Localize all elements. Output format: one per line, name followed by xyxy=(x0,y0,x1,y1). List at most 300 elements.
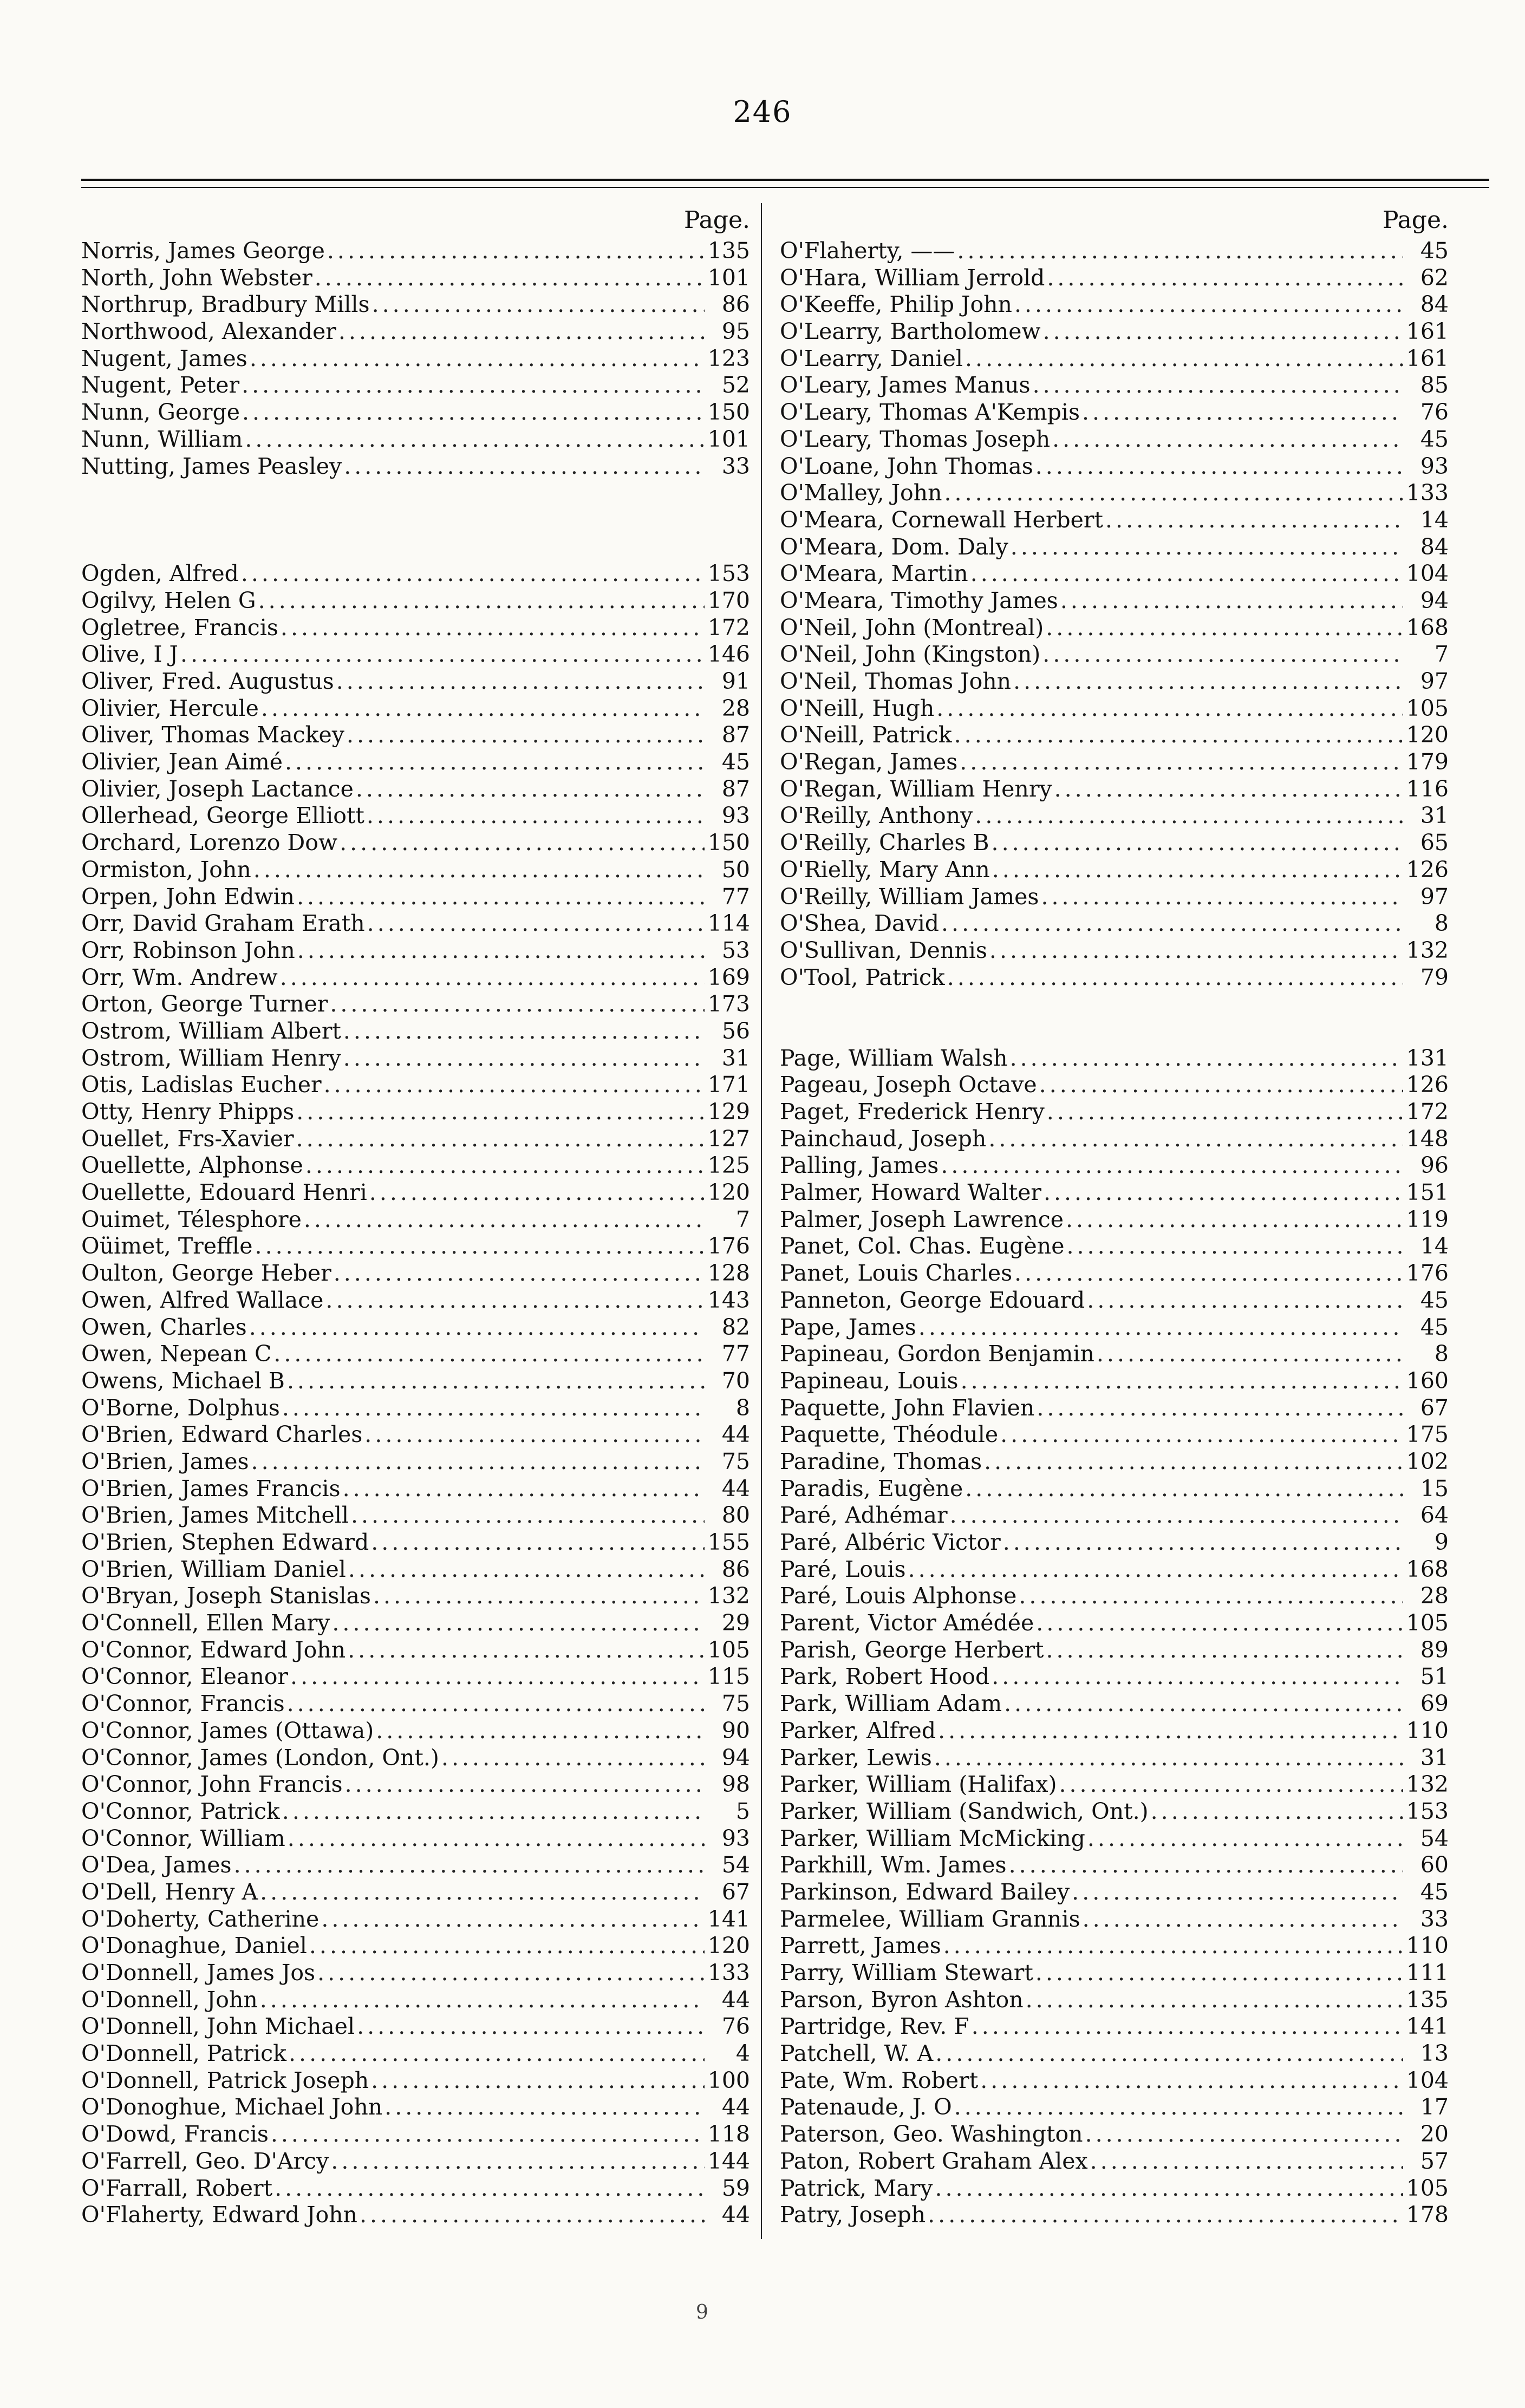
entry-name: Parson, Byron Ashton xyxy=(780,1986,1024,2013)
header-rule xyxy=(81,179,1489,181)
index-entry xyxy=(81,399,750,426)
entry-name: O'Borne, Dolphus xyxy=(81,1394,280,1421)
entry-name: O'Learry, Daniel xyxy=(780,345,963,371)
entry-page-number: 7 xyxy=(735,1206,750,1232)
entry-page-number: 33 xyxy=(721,453,750,479)
entry-page-number: 84 xyxy=(1420,533,1449,560)
entry-page-number: 8 xyxy=(735,1394,750,1421)
entry-name: Northrup, Bradbury Mills xyxy=(81,291,370,318)
entry-page-number: 86 xyxy=(721,1556,750,1582)
entry-page-number: 31 xyxy=(1420,1744,1449,1771)
dot-leader xyxy=(1037,1395,1403,1422)
entry-name: O'Tool, Patrick xyxy=(780,964,945,990)
index-entry xyxy=(81,2121,750,2148)
dot-leader xyxy=(297,884,705,911)
entry-page-number: 132 xyxy=(1406,937,1449,963)
entry-name: Pape, James xyxy=(780,1314,916,1340)
entry-page-number: 70 xyxy=(721,1367,750,1394)
entry-name: O'Meara, Martin xyxy=(780,560,968,587)
dot-leader xyxy=(1004,1691,1403,1718)
index-entry xyxy=(780,910,1449,937)
entry-page-number: 57 xyxy=(1420,2148,1449,2174)
index-entry xyxy=(780,1798,1449,1825)
entry-name: O'Leary, Thomas A'Kempis xyxy=(780,399,1080,426)
index-entry xyxy=(780,615,1449,642)
index-entry xyxy=(81,2013,750,2040)
dot-leader xyxy=(1013,668,1403,695)
index-entry xyxy=(81,1045,750,1072)
entry-page-number: 79 xyxy=(1420,964,1449,990)
entry-page-number: 105 xyxy=(707,1636,750,1663)
entry-page-number: 175 xyxy=(1406,1421,1449,1448)
dot-leader xyxy=(1072,1879,1403,1906)
entry-page-number: 80 xyxy=(721,1502,750,1529)
entry-page-number: 75 xyxy=(721,1691,750,1717)
entry-page-number: 146 xyxy=(707,641,750,668)
dot-leader xyxy=(249,1314,705,1341)
entry-page-number: 52 xyxy=(721,372,750,399)
dot-leader xyxy=(965,345,1403,373)
entry-page-number: 141 xyxy=(1406,2013,1449,2040)
entry-name: Papineau, Gordon Benjamin xyxy=(780,1341,1094,1367)
index-entry xyxy=(780,372,1449,399)
index-entry xyxy=(81,1825,750,1852)
entry-name: North, John Webster xyxy=(81,264,312,291)
entry-page-number: 14 xyxy=(1420,1233,1449,1260)
index-entry xyxy=(81,238,750,265)
entry-page-number: 129 xyxy=(707,1099,750,1125)
dot-leader xyxy=(297,937,705,964)
index-entry xyxy=(81,1206,750,1234)
dot-leader xyxy=(364,1421,705,1448)
entry-page-number: 105 xyxy=(1406,695,1449,721)
index-entry xyxy=(81,1771,750,1798)
dot-leader xyxy=(347,722,705,749)
index-entry xyxy=(81,1906,750,1933)
entry-page-number: 44 xyxy=(721,2202,750,2228)
entry-name: O'Neil, Thomas John xyxy=(780,668,1012,694)
entry-page-number: 45 xyxy=(1420,1878,1449,1905)
index-entry xyxy=(81,1852,750,1879)
index-entry xyxy=(780,345,1449,373)
entry-page-number: 115 xyxy=(707,1663,750,1690)
entry-name: Norris, James George xyxy=(81,238,325,264)
dot-leader xyxy=(1046,1637,1403,1664)
index-entry xyxy=(780,1287,1449,1314)
dot-leader xyxy=(1046,615,1403,642)
section-gap xyxy=(81,534,750,561)
entry-page-number: 31 xyxy=(1420,802,1449,829)
entry-name: Nugent, James xyxy=(81,345,247,371)
dot-leader xyxy=(384,2094,705,2121)
dot-leader xyxy=(260,1987,705,2014)
entry-name: Paget, Frederick Henry xyxy=(780,1099,1045,1125)
dot-leader xyxy=(950,1502,1403,1529)
index-entry xyxy=(780,399,1449,426)
entry-name: Owen, Charles xyxy=(81,1314,247,1340)
index-entry xyxy=(81,615,750,642)
index-entry xyxy=(780,641,1449,668)
entry-name: Paterson, Geo. Washington xyxy=(780,2121,1083,2148)
dot-leader xyxy=(1066,1206,1403,1234)
entry-page-number: 155 xyxy=(707,1529,750,1555)
index-entry xyxy=(780,776,1449,803)
index-entry xyxy=(780,2148,1449,2175)
dot-leader xyxy=(1047,265,1403,292)
entry-page-number: 132 xyxy=(707,1583,750,1609)
entry-page-number: 9 xyxy=(1434,1529,1449,1555)
entry-page-number: 95 xyxy=(721,318,750,345)
index-entry xyxy=(81,2040,750,2067)
entry-page-number: 94 xyxy=(1420,587,1449,614)
entry-page-number: 98 xyxy=(721,1771,750,1798)
entry-page-number: 31 xyxy=(721,1045,750,1071)
dot-leader xyxy=(947,964,1403,991)
entry-page-number: 44 xyxy=(721,1986,750,2013)
entry-page-number: 20 xyxy=(1420,2121,1449,2148)
entry-name: Papineau, Louis xyxy=(780,1367,959,1394)
entry-page-number: 84 xyxy=(1420,291,1449,318)
entry-page-number: 127 xyxy=(707,1125,750,1152)
entry-name: Palling, James xyxy=(780,1152,939,1179)
entry-page-number: 101 xyxy=(707,426,750,452)
index-entry xyxy=(780,2121,1449,2148)
entry-name: Panet, Col. Chas. Eugène xyxy=(780,1233,1065,1260)
dot-leader xyxy=(980,2067,1403,2094)
dot-leader xyxy=(371,1529,705,1556)
dot-leader xyxy=(357,2013,705,2040)
entry-name: O'Farrell, Geo. D'Arcy xyxy=(81,2148,329,2174)
dot-leader xyxy=(1014,291,1403,318)
dot-leader xyxy=(331,2148,705,2175)
entry-page-number: 93 xyxy=(721,1825,750,1851)
index-entry xyxy=(81,695,750,722)
entry-name: Pageau, Joseph Octave xyxy=(780,1072,1037,1098)
index-entry xyxy=(780,1368,1449,1395)
entry-name: Ogletree, Francis xyxy=(81,614,278,641)
index-entry xyxy=(81,1879,750,1906)
entry-page-number: 76 xyxy=(721,2013,750,2040)
entry-name: O'Dea, James xyxy=(81,1852,232,1878)
entry-name: O'Connell, Ellen Mary xyxy=(81,1610,330,1636)
index-entry xyxy=(780,1314,1449,1341)
dot-leader xyxy=(1019,1583,1403,1610)
entry-name: Otis, Ladislas Eucher xyxy=(81,1072,322,1098)
index-entry xyxy=(780,1476,1449,1503)
dot-leader xyxy=(1010,1045,1403,1072)
index-entry xyxy=(780,1691,1449,1718)
entry-name: O'Malley, John xyxy=(780,480,942,506)
index-entry xyxy=(81,1314,750,1341)
entry-name: Orpen, John Edwin xyxy=(81,883,295,910)
index-entry xyxy=(81,1099,750,1126)
index-entry xyxy=(780,2202,1449,2229)
index-entry xyxy=(780,830,1449,857)
entry-name: Nugent, Peter xyxy=(81,372,240,399)
page-column-heading: Page. xyxy=(683,206,750,234)
dot-leader xyxy=(251,1448,705,1476)
entry-name: O'Dell, Henry A xyxy=(81,1878,258,1905)
entry-name: Panneton, George Edouard xyxy=(780,1287,1085,1313)
entry-page-number: 62 xyxy=(1420,264,1449,291)
dot-leader xyxy=(1033,372,1403,399)
dot-leader xyxy=(343,1045,705,1072)
index-entry xyxy=(780,1448,1449,1476)
dot-leader xyxy=(1009,1852,1403,1879)
index-entry xyxy=(81,2202,750,2229)
dot-leader xyxy=(287,1691,705,1718)
dot-leader xyxy=(285,749,705,776)
entry-name: O'Donnell, Patrick xyxy=(81,2040,286,2067)
dot-leader xyxy=(241,560,705,588)
entry-page-number: 123 xyxy=(707,345,750,371)
index-entry xyxy=(81,1933,750,1960)
dot-leader xyxy=(343,1476,705,1503)
entry-name: O'Regan, William Henry xyxy=(780,775,1052,802)
entry-name: Parkinson, Edward Bailey xyxy=(780,1878,1070,1905)
dot-leader xyxy=(1042,641,1403,668)
entry-name: O'Connor, Edward John xyxy=(81,1636,346,1663)
dot-leader xyxy=(1085,2121,1403,2148)
entry-name: O'Connor, Francis xyxy=(81,1691,285,1717)
index-entry xyxy=(780,802,1449,830)
entry-name: O'Farrall, Robert xyxy=(81,2175,273,2201)
entry-name: Orr, David Graham Erath xyxy=(81,910,365,937)
entry-name: Patchell, W. A xyxy=(780,2040,934,2067)
index-entry xyxy=(81,1583,750,1610)
index-entry xyxy=(780,1341,1449,1368)
entry-page-number: 160 xyxy=(1406,1367,1449,1394)
entry-name: O'Connor, James (Ottawa) xyxy=(81,1717,374,1744)
entry-name: Oüimet, Treffle xyxy=(81,1233,253,1260)
dot-leader xyxy=(332,1610,705,1637)
entry-name: Parker, Lewis xyxy=(780,1744,932,1771)
dot-leader xyxy=(258,588,705,615)
dot-leader xyxy=(336,668,705,695)
dot-leader xyxy=(1090,2148,1403,2175)
entry-page-number: 176 xyxy=(707,1233,750,1260)
entry-name: O'Leary, Thomas Joseph xyxy=(780,426,1051,452)
index-entry xyxy=(780,722,1449,749)
dot-leader xyxy=(325,1287,705,1314)
section-gap xyxy=(81,507,750,534)
entry-page-number: 119 xyxy=(1406,1206,1449,1232)
entry-name: Parker, Alfred xyxy=(780,1717,936,1744)
entry-page-number: 148 xyxy=(1406,1125,1449,1152)
entry-name: O'Bryan, Joseph Stanislas xyxy=(81,1583,371,1609)
entry-page-number: 69 xyxy=(1420,1691,1449,1717)
entry-page-number: 133 xyxy=(1406,480,1449,506)
entry-page-number: 97 xyxy=(1420,883,1449,910)
entry-page-number: 87 xyxy=(721,775,750,802)
dot-leader xyxy=(290,1663,705,1691)
entry-name: Patenaude, J. O xyxy=(780,2094,952,2120)
dot-leader xyxy=(180,641,705,668)
entry-name: Palmer, Howard Walter xyxy=(780,1179,1041,1206)
entry-name: O'Brien, William Daniel xyxy=(81,1556,346,1582)
dot-leader xyxy=(253,857,705,884)
entry-name: Owen, Nepean C xyxy=(81,1341,272,1367)
dot-leader xyxy=(943,1933,1403,1960)
index-entry xyxy=(81,2067,750,2094)
entry-page-number: 56 xyxy=(721,1017,750,1044)
dot-leader xyxy=(1003,1529,1403,1556)
dot-leader xyxy=(1151,1798,1403,1825)
entry-name: Orton, George Turner xyxy=(81,991,328,1017)
entry-name: Patrick, Mary xyxy=(780,2175,933,2201)
entry-page-number: 96 xyxy=(1420,1152,1449,1179)
entry-name: O'Reilly, Charles B xyxy=(780,830,989,856)
entry-page-number: 151 xyxy=(1406,1179,1449,1206)
dot-leader xyxy=(1035,453,1403,480)
entry-name: O'Shea, David xyxy=(780,910,939,937)
footer-mark: 9 xyxy=(696,2301,708,2324)
dot-leader xyxy=(928,2202,1403,2229)
dot-leader xyxy=(934,1745,1403,1772)
dot-leader xyxy=(1105,507,1403,534)
dot-leader xyxy=(1041,884,1403,911)
entry-page-number: 45 xyxy=(1420,426,1449,452)
entry-name: Olive, I J xyxy=(81,641,178,668)
entry-name: Ormiston, John xyxy=(81,856,251,883)
entry-name: Paquette, Théodule xyxy=(780,1421,999,1448)
entry-page-number: 91 xyxy=(721,668,750,694)
header-rule-thin xyxy=(81,187,1489,188)
index-entry xyxy=(81,937,750,964)
index-entry xyxy=(780,857,1449,884)
entry-page-number: 85 xyxy=(1420,372,1449,399)
entry-page-number: 28 xyxy=(1420,1583,1449,1609)
index-entry xyxy=(81,1341,750,1368)
index-entry xyxy=(81,1152,750,1179)
index-entry xyxy=(780,749,1449,776)
entry-name: O'Dowd, Francis xyxy=(81,2121,269,2148)
dot-leader xyxy=(281,615,705,642)
entry-page-number: 100 xyxy=(707,2067,750,2093)
index-entry xyxy=(81,1529,750,1556)
entry-page-number: 8 xyxy=(1434,1341,1449,1367)
entry-page-number: 120 xyxy=(707,1933,750,1959)
index-entry xyxy=(81,1368,750,1395)
entry-name: Orr, Wm. Andrew xyxy=(81,964,278,990)
index-entry xyxy=(81,2148,750,2175)
entry-name: Pate, Wm. Robert xyxy=(780,2067,979,2093)
dot-leader xyxy=(1066,1233,1403,1260)
entry-page-number: 97 xyxy=(1420,668,1449,694)
entry-name: Parish, George Herbert xyxy=(780,1636,1044,1663)
entry-page-number: 132 xyxy=(1406,1771,1449,1798)
entry-name: Oliver, Thomas Mackey xyxy=(81,722,344,748)
index-entry xyxy=(780,1906,1449,1933)
dot-leader xyxy=(275,2175,705,2202)
index-entry xyxy=(780,937,1449,964)
entry-page-number: 44 xyxy=(721,2094,750,2120)
entry-page-number: 110 xyxy=(1406,1717,1449,1744)
entry-name: Parent, Victor Amédée xyxy=(780,1610,1034,1636)
entry-page-number: 45 xyxy=(1420,1314,1449,1340)
entry-page-number: 110 xyxy=(1406,1933,1449,1959)
entry-name: Olivier, Hercule xyxy=(81,695,259,721)
dot-leader xyxy=(327,238,705,265)
entry-name: Park, William Adam xyxy=(780,1691,1002,1717)
dot-leader xyxy=(975,802,1403,830)
entry-name: Parrett, James xyxy=(780,1933,941,1959)
entry-name: Ostrom, William Albert xyxy=(81,1017,341,1044)
dot-leader xyxy=(305,1152,705,1179)
entry-page-number: 114 xyxy=(707,910,750,937)
entry-page-number: 17 xyxy=(1420,2094,1449,2120)
entry-page-number: 101 xyxy=(707,264,750,291)
dot-leader xyxy=(935,2040,1403,2067)
dot-leader xyxy=(1036,1610,1403,1637)
dot-leader xyxy=(360,2202,705,2229)
entry-name: Parry, William Stewart xyxy=(780,1960,1033,1986)
entry-name: O'Brien, James Francis xyxy=(81,1475,341,1502)
dot-leader xyxy=(944,480,1403,507)
index-entry xyxy=(780,1179,1449,1206)
index-entry xyxy=(780,1771,1449,1798)
index-entry xyxy=(780,1610,1449,1637)
index-entry xyxy=(780,2040,1449,2067)
entry-name: Paré, Louis Alphonse xyxy=(780,1583,1017,1609)
entry-page-number: 125 xyxy=(707,1152,750,1179)
entry-page-number: 144 xyxy=(707,2148,750,2174)
dot-leader xyxy=(957,238,1403,265)
index-entry xyxy=(780,1852,1449,1879)
dot-leader xyxy=(348,1637,705,1664)
entry-page-number: 111 xyxy=(1406,1960,1449,1986)
index-entry xyxy=(81,884,750,911)
entry-name: O'Keeffe, Philip John xyxy=(780,291,1012,318)
dot-leader xyxy=(970,560,1403,588)
entry-name: Nunn, William xyxy=(81,426,243,452)
index-entry xyxy=(81,318,750,345)
entry-page-number: 133 xyxy=(707,1960,750,1986)
entry-name: O'Flaherty, —— xyxy=(780,238,955,264)
dot-leader xyxy=(234,1852,705,1879)
dot-leader xyxy=(338,318,705,345)
index-entry xyxy=(780,2067,1449,2094)
entry-page-number: 102 xyxy=(1406,1448,1449,1474)
entry-page-number: 150 xyxy=(707,830,750,856)
index-entry xyxy=(780,1960,1449,1987)
index-entry xyxy=(81,749,750,776)
entry-page-number: 143 xyxy=(707,1287,750,1313)
index-entry xyxy=(81,802,750,830)
index-entry xyxy=(81,910,750,937)
index-entry xyxy=(780,238,1449,265)
dot-leader xyxy=(1097,1341,1403,1368)
entry-page-number: 76 xyxy=(1420,399,1449,426)
entry-name: Orchard, Lorenzo Dow xyxy=(81,830,338,856)
index-entry xyxy=(81,722,750,749)
index-entry xyxy=(780,1987,1449,2014)
index-entry xyxy=(81,1798,750,1825)
dot-leader xyxy=(1026,1987,1403,2014)
entry-name: Paré, Louis xyxy=(780,1556,906,1582)
index-column-right xyxy=(780,203,1449,2229)
entry-name: O'Donnell, Patrick Joseph xyxy=(81,2067,369,2093)
entry-page-number: 51 xyxy=(1420,1663,1449,1690)
dot-leader xyxy=(918,1314,1403,1341)
entry-page-number: 28 xyxy=(721,695,750,721)
entry-name: Nunn, George xyxy=(81,399,240,426)
entry-name: Ouellet, Frs-Xavier xyxy=(81,1125,294,1152)
entry-page-number: 64 xyxy=(1420,1502,1449,1529)
index-entry xyxy=(81,1395,750,1422)
dot-leader xyxy=(367,910,705,937)
dot-leader xyxy=(1060,588,1403,615)
